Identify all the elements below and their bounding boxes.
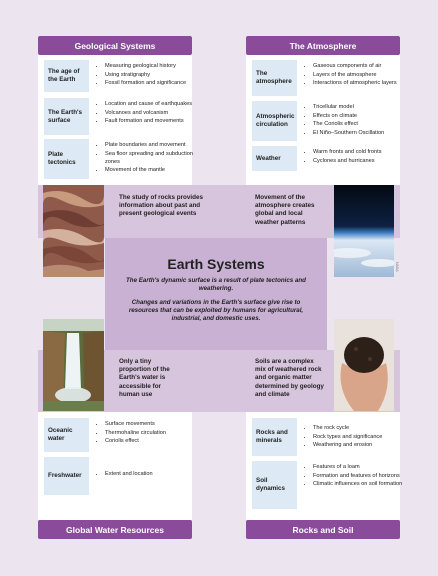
water-row-list [105, 457, 197, 495]
atm-row-label: The atmosphere [252, 60, 297, 96]
geo-row-age [44, 60, 197, 92]
list-item: • Sea floor spreading and subduction zones [105, 150, 197, 166]
list-item: • Gaseous components of air [313, 62, 405, 70]
water-row-label: Oceanic water [44, 418, 89, 452]
soil-row-label: Rocks and minerals [252, 418, 297, 456]
earth-from-space-image [334, 185, 394, 277]
list-item: • Layers of the atmosphere [313, 71, 405, 79]
list-item: • Climatic influences on soil formation [313, 480, 405, 488]
waterfall-image [43, 319, 104, 411]
central-panel [105, 238, 327, 350]
geo-row-label: The Earth's surface [44, 98, 89, 135]
soil-in-hands-image [334, 319, 394, 411]
list-item: • Warm fronts and cold fronts [313, 148, 405, 156]
soil-row-label: Soil dynamics [252, 461, 297, 509]
soil-row-dynamics [252, 461, 405, 509]
list-item: • Plate boundaries and movement [105, 141, 197, 149]
atm-row-label: Weather [252, 146, 297, 171]
list-item: • Thermohaline circulation [105, 429, 197, 437]
water-row-oceanic [44, 418, 197, 452]
soil-header: Rocks and Soil [246, 520, 400, 539]
water-row-freshwater [44, 457, 197, 495]
water-row-label: Freshwater [44, 457, 89, 495]
geo-row-list [105, 139, 197, 179]
list-item: • Weathering and erosion [313, 441, 405, 449]
list-item: • Fossil formation and significance [105, 79, 197, 87]
soil-row-rocks [252, 418, 405, 456]
list-item: • Movement of the mantle [105, 166, 197, 174]
list-item: • Tricellular model [313, 103, 405, 111]
list-item: • Rock types and significance [313, 433, 405, 441]
geo-row-surface [44, 98, 197, 135]
list-item: • Formation and features of horizons [313, 472, 405, 480]
image-credit: NASA [395, 262, 399, 272]
list-item: • Surface movements [105, 420, 197, 428]
geo-row-list [105, 60, 197, 92]
geo-row-tectonics [44, 139, 197, 179]
list-item: • Extent and location [105, 470, 197, 478]
geo-row-label: The age of the Earth [44, 60, 89, 92]
list-item: • El Niño–Southern Oscillation [313, 129, 405, 137]
atmosphere-note: Movement of the atmosphere creates global and local weather patterns [255, 194, 315, 226]
list-item: • The Coriolis effect [313, 120, 405, 128]
soil-row-list [313, 418, 405, 456]
list-item: • Measuring geological history [105, 62, 197, 70]
list-item: • Location and cause of earthquakes [105, 100, 197, 108]
geological-note: The study of rocks provides information about past and present geological events [119, 194, 203, 218]
atm-row-list [313, 146, 405, 171]
page-description: Changes and variations in the Earth's surface give rise to resources that can be exploited by humans for agricultural, industrial, and domestic uses. [128, 298, 304, 323]
atm-row-list [313, 101, 405, 141]
rock-strata-image [43, 185, 104, 277]
water-header: Global Water Resources [38, 520, 192, 539]
atm-row-weather [252, 146, 405, 171]
soil-note: Soils are a complex mix of weathered rock and organic matter determined by geology and climate [255, 358, 324, 398]
soil-row-list [313, 461, 405, 509]
atmosphere-header: The Atmosphere [246, 36, 400, 55]
list-item: • Features of a loam [313, 463, 405, 471]
page-subtitle: The Earth's dynamic surface is a result of plate tectonics and weathering. [126, 277, 306, 293]
geo-row-label: Plate tectonics [44, 139, 89, 179]
list-item: • Fault formation and movements [105, 117, 197, 125]
atm-row-label: Atmospheric circulation [252, 101, 297, 141]
list-item: • The rock cycle [313, 424, 405, 432]
geological-header: Geological Systems [38, 36, 192, 55]
atm-row-atmosphere [252, 60, 405, 96]
list-item: • Volcanoes and volcanism [105, 109, 197, 117]
list-item: • Cyclones and hurricanes [313, 157, 405, 165]
water-note: Only a tiny proportion of the Earth's water is accessible for human use [119, 358, 170, 398]
list-item: • Effects on climate [313, 112, 405, 120]
list-item: • Using stratigraphy [105, 71, 197, 79]
list-item: • Interactions of atmospheric layers [313, 79, 405, 87]
list-item: • Coriolis effect [105, 437, 197, 445]
page-title: Earth Systems [167, 256, 265, 272]
atm-row-list [313, 60, 405, 96]
geo-row-list [105, 98, 197, 135]
atm-row-circulation [252, 101, 405, 141]
water-row-list [105, 418, 197, 452]
